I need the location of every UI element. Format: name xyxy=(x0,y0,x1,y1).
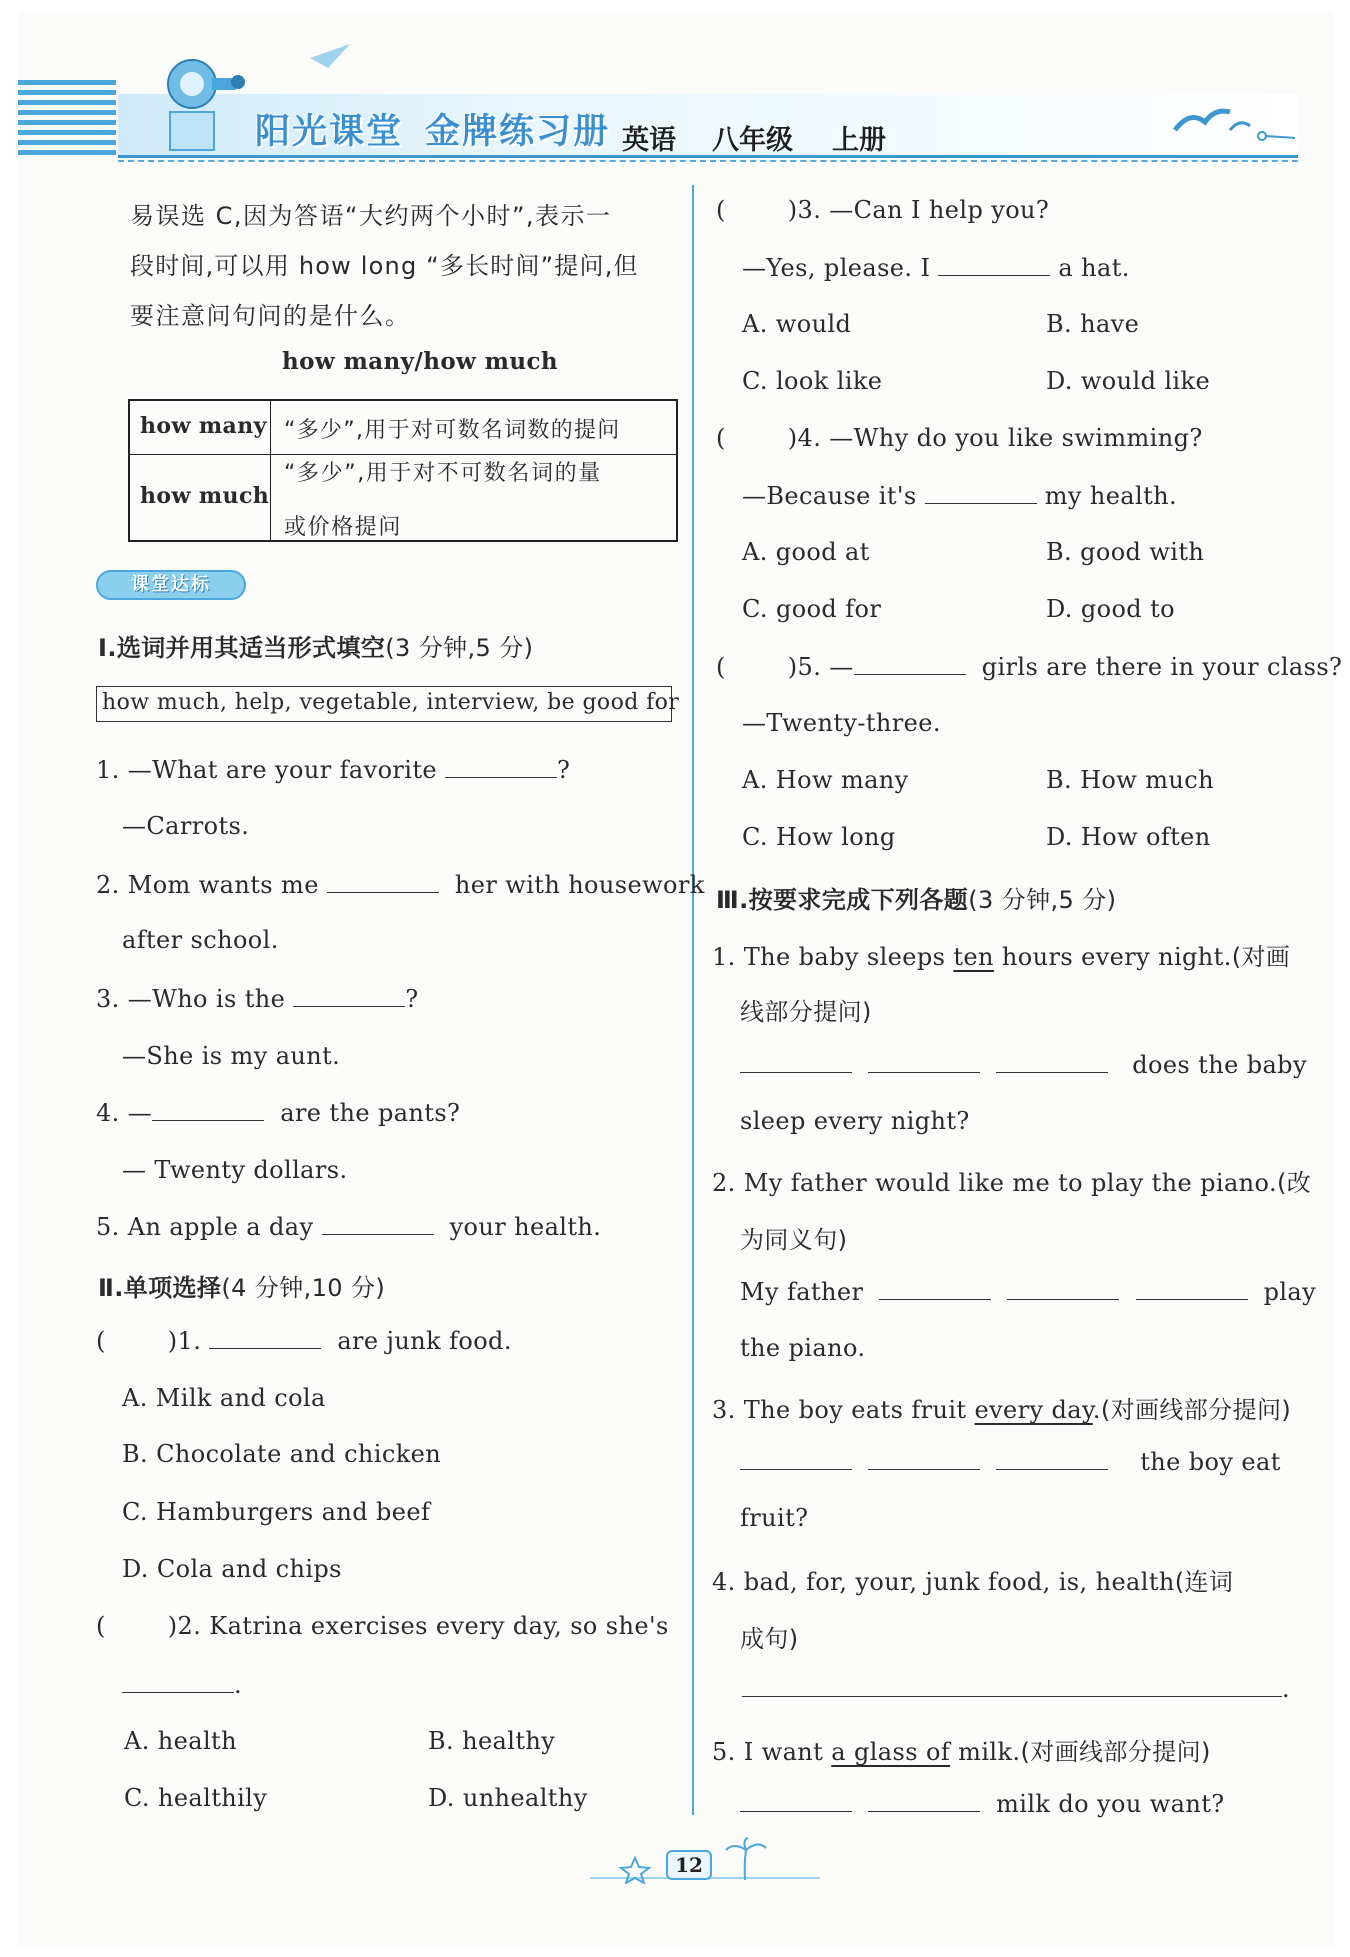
palm-tree-icon xyxy=(722,1836,768,1882)
paren-open: ( xyxy=(96,1327,106,1355)
section-2-note: (4 分钟,10 分) xyxy=(221,1274,386,1302)
intro-line: 段时间,可以用 how long “多长时间”提问,但 xyxy=(130,252,639,280)
mc-question-2-cont xyxy=(122,1670,242,1699)
rewrite-question-4 xyxy=(712,1562,1233,1597)
question-text: milk do you want? xyxy=(996,1790,1225,1818)
option: A. would xyxy=(742,310,852,338)
paren-open: ( xyxy=(96,1612,106,1640)
question-text: 2. My father would like me to play the piano. xyxy=(712,1169,1277,1197)
page-header xyxy=(0,0,1350,170)
rewrite-question-5 xyxy=(712,1732,1211,1767)
question-text: 3. —Who is the xyxy=(96,985,286,1013)
answer-blank[interactable] xyxy=(868,1789,980,1812)
answer-blank[interactable] xyxy=(1136,1277,1248,1300)
paper-plane-icon xyxy=(310,44,350,68)
option: C. healthily xyxy=(124,1784,268,1812)
page-number: 12 xyxy=(666,1850,712,1880)
mc-answer-5: —Twenty-three. xyxy=(742,709,941,737)
question-text: 4. — xyxy=(96,1099,153,1127)
instruction-text: (改 xyxy=(1276,1169,1312,1197)
question-text: are junk food. xyxy=(337,1327,512,1355)
instruction-text: (对画线部分提问) xyxy=(1100,1396,1292,1424)
rewrite-answer-2 xyxy=(740,1277,1316,1306)
header-stripe xyxy=(18,130,116,135)
question-text: ? xyxy=(405,985,419,1013)
question-text: —Because it's xyxy=(742,482,917,510)
option: B. healthy xyxy=(428,1727,556,1755)
header-stripe xyxy=(18,80,116,85)
option: D. good to xyxy=(1046,595,1175,623)
mc-question-4-cont xyxy=(742,481,1177,510)
intro-line: 要注意问句问的是什么。 xyxy=(130,302,411,330)
option: A. health xyxy=(124,1727,237,1755)
header-stripe xyxy=(18,90,116,95)
answer-blank[interactable] xyxy=(996,1050,1108,1073)
instruction-text: 成句) xyxy=(740,1625,799,1653)
header-stripe xyxy=(18,110,116,115)
table-key: how much xyxy=(140,483,270,509)
question-text: my health. xyxy=(1044,482,1178,510)
option: B. have xyxy=(1046,310,1140,338)
answer-blank[interactable] xyxy=(868,1050,980,1073)
question-text: play xyxy=(1263,1278,1317,1306)
question-text: My father xyxy=(740,1278,864,1306)
answer-blank[interactable] xyxy=(740,1789,852,1812)
answer-blank[interactable] xyxy=(938,253,1050,276)
header-stripe xyxy=(18,120,116,125)
table-value: 或价格提问 xyxy=(284,515,403,540)
answer-blank[interactable] xyxy=(122,1670,234,1693)
section-2-title xyxy=(98,1268,385,1303)
column-divider xyxy=(692,185,694,1815)
rewrite-question-3 xyxy=(712,1390,1291,1425)
question-text: 4. bad, for, your, junk food, is, health xyxy=(712,1568,1175,1596)
instruction-text: (连词 xyxy=(1174,1568,1234,1596)
table-column-rule xyxy=(270,401,271,540)
answer-blank[interactable] xyxy=(740,1050,852,1073)
answer-blank[interactable] xyxy=(996,1447,1108,1470)
header-volume: 上册 xyxy=(832,125,886,156)
brand-subtitle: 金牌练习册 xyxy=(425,112,611,152)
answer-blank[interactable] xyxy=(854,652,966,675)
option: A. Milk and cola xyxy=(122,1384,326,1412)
section-1-heading: Ⅰ.选词并用其适当形式填空 xyxy=(98,634,386,662)
section-1-title xyxy=(98,628,533,663)
answer-blank[interactable] xyxy=(445,755,557,778)
table-title: how many/how much xyxy=(282,348,559,375)
answer-blank[interactable] xyxy=(293,984,405,1007)
option: B. How much xyxy=(1046,766,1214,794)
question-text: girls are there in your class? xyxy=(981,653,1343,681)
question-text: hours every night. xyxy=(1001,943,1232,971)
table-row-rule xyxy=(130,454,676,455)
underlined-part: a glass of xyxy=(831,1738,951,1766)
question-text: 1. The baby sleeps xyxy=(712,943,946,971)
answer-blank[interactable] xyxy=(209,1326,321,1349)
fill-question-4 xyxy=(96,1098,460,1127)
option: B. Chocolate and chicken xyxy=(122,1440,442,1468)
option: D. unhealthy xyxy=(428,1784,588,1812)
header-stripe xyxy=(18,150,116,155)
underlined-part: every day xyxy=(974,1396,1093,1424)
instruction-text: 为同义句) xyxy=(740,1226,848,1254)
option: A. good at xyxy=(742,538,870,566)
question-text: )4. —Why do you like swimming? xyxy=(787,424,1203,452)
answer-blank[interactable] xyxy=(1007,1277,1119,1300)
rewrite-answer-1 xyxy=(740,1050,1307,1079)
question-text: ? xyxy=(557,756,571,784)
mc-question-2 xyxy=(96,1612,669,1640)
question-text: her with housework xyxy=(454,871,705,899)
fill-question-2 xyxy=(96,870,705,899)
rewrite-answer-3-cont: fruit? xyxy=(740,1504,809,1532)
fill-question-5 xyxy=(96,1212,601,1241)
option: C. look like xyxy=(742,367,883,395)
table-value: “多少”,用于对可数名词数的提问 xyxy=(284,418,621,443)
question-text: . xyxy=(1092,1396,1101,1424)
question-text: are the pants? xyxy=(280,1099,461,1127)
header-stripe xyxy=(18,140,116,145)
rewrite-question-1 xyxy=(712,937,1290,972)
question-text: . xyxy=(234,1671,243,1699)
instruction-text: (对画 xyxy=(1231,943,1291,971)
section-tag: 课堂达标 xyxy=(96,570,246,600)
fill-answer-3: —She is my aunt. xyxy=(122,1042,341,1070)
answer-blank[interactable] xyxy=(152,1098,264,1121)
paren-open: ( xyxy=(716,196,726,224)
fill-question-1 xyxy=(96,755,570,784)
question-text: )1. xyxy=(167,1327,202,1355)
question-text: 5. An apple a day xyxy=(96,1213,314,1241)
section-3-title xyxy=(716,880,1116,915)
option: D. would like xyxy=(1046,367,1211,395)
header-grade: 八年级 xyxy=(712,125,793,156)
question-text: )2. Katrina exercises every day, so she's xyxy=(167,1612,669,1640)
question-text: )3. —Can I help you? xyxy=(787,196,1050,224)
header-rule xyxy=(118,155,1298,158)
question-text: your health. xyxy=(449,1213,602,1241)
answer-blank[interactable] xyxy=(868,1447,980,1470)
question-text: 1. —What are your favorite xyxy=(96,756,438,784)
question-text: —Yes, please. I xyxy=(742,254,931,282)
answer-line[interactable] xyxy=(742,1674,1282,1697)
section-3-note: (3 分钟,5 分) xyxy=(968,886,1117,914)
option: C. Hamburgers and beef xyxy=(122,1498,431,1526)
fill-question-3 xyxy=(96,984,419,1013)
rewrite-answer-5 xyxy=(740,1789,1225,1818)
brand-title: 阳光课堂 xyxy=(255,112,404,152)
option: D. Cola and chips xyxy=(122,1555,342,1583)
option: D. How often xyxy=(1046,823,1211,851)
instruction-text: 线部分提问) xyxy=(740,998,872,1026)
fill-question-2-cont: after school. xyxy=(122,926,279,954)
table-key: how many xyxy=(140,413,267,439)
answer-blank[interactable] xyxy=(327,870,439,893)
rewrite-answer-3 xyxy=(740,1447,1281,1476)
question-text: the boy eat xyxy=(1140,1448,1281,1476)
header-dashed-rule xyxy=(118,160,1298,162)
mc-question-4 xyxy=(716,424,1203,452)
fill-answer-4: — Twenty dollars. xyxy=(122,1156,348,1184)
rewrite-answer-1-cont: sleep every night? xyxy=(740,1107,970,1135)
fill-answer-1: —Carrots. xyxy=(122,812,250,840)
paren-open: ( xyxy=(716,653,726,681)
paren-open: ( xyxy=(716,424,726,452)
birds-icon xyxy=(1170,100,1300,160)
question-text: a hat. xyxy=(1058,254,1130,282)
mc-question-3 xyxy=(716,196,1049,224)
question-text: 3. The boy eats fruit xyxy=(712,1396,967,1424)
mc-question-3-cont xyxy=(742,253,1130,282)
word-box-text: how much, help, vegetable, interview, be good for xyxy=(102,690,680,715)
mc-question-1 xyxy=(96,1326,512,1355)
rewrite-question-2 xyxy=(712,1163,1311,1198)
option: C. good for xyxy=(742,595,882,623)
header-subject: 英语 xyxy=(622,125,676,156)
question-text: )5. — xyxy=(787,653,854,681)
question-text: does the baby xyxy=(1132,1051,1307,1079)
rewrite-answer-4 xyxy=(742,1674,1290,1703)
option: C. How long xyxy=(742,823,896,851)
question-text: milk. xyxy=(958,1738,1021,1766)
answer-blank[interactable] xyxy=(879,1277,991,1300)
table-value: “多少”,用于对不可数名词的量 xyxy=(284,461,602,486)
header-stripe xyxy=(18,100,116,105)
rewrite-answer-2-cont: the piano. xyxy=(740,1334,866,1362)
mc-question-5 xyxy=(716,652,1342,681)
answer-blank[interactable] xyxy=(740,1447,852,1470)
option: A. How many xyxy=(742,766,909,794)
mascot-icon xyxy=(150,52,250,152)
section-3-heading: Ⅲ.按要求完成下列各题 xyxy=(716,886,969,914)
star-icon xyxy=(610,1856,660,1884)
underlined-part: ten xyxy=(953,943,994,971)
answer-blank[interactable] xyxy=(322,1212,434,1235)
question-text: 2. Mom wants me xyxy=(96,871,319,899)
option: B. good with xyxy=(1046,538,1205,566)
question-text: . xyxy=(1282,1675,1291,1703)
intro-line: 易误选 C,因为答语“大约两个小时”,表示一 xyxy=(130,202,612,230)
section-2-heading: Ⅱ.单项选择 xyxy=(98,1274,222,1302)
section-1-note: (3 分钟,5 分) xyxy=(385,634,534,662)
instruction-text: (对画线部分提问) xyxy=(1020,1738,1211,1766)
answer-blank[interactable] xyxy=(925,481,1037,504)
question-text: 5. I want xyxy=(712,1738,824,1766)
